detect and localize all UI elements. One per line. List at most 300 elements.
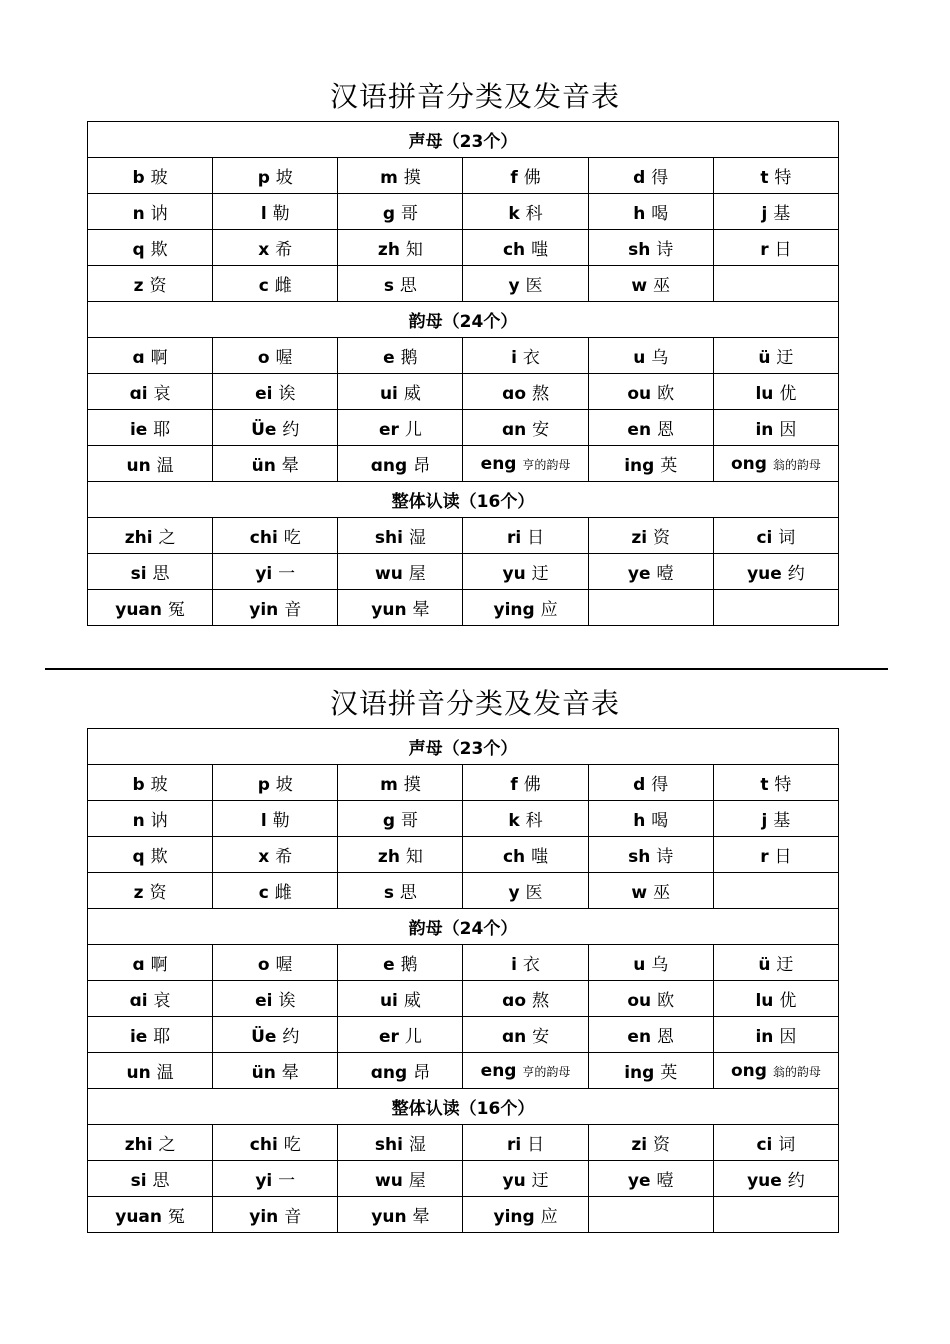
pinyin-example-char: 晕: [281, 1063, 299, 1083]
pinyin-letter: yi: [255, 1171, 273, 1191]
pinyin-letter: e: [383, 955, 395, 975]
pinyin-example-char: 摸: [403, 775, 421, 795]
pinyin-cell: [463, 945, 588, 981]
pinyin-cell: [713, 266, 838, 302]
pinyin-cell: [713, 1053, 838, 1089]
pinyin-cell: [213, 1125, 338, 1161]
pinyin-letter: q: [132, 240, 145, 260]
pinyin-letter: eng: [480, 453, 517, 474]
pinyin-cell: [713, 1197, 838, 1233]
pinyin-letter: ying: [493, 1207, 535, 1227]
pinyin-example-char: 雌: [274, 883, 292, 903]
pinyin-cell: [713, 801, 838, 837]
pinyin-example-char: 得: [651, 775, 669, 795]
table-row: [88, 194, 839, 230]
pinyin-example-char: 医: [525, 276, 543, 296]
pinyin-letter: p: [257, 168, 270, 188]
pinyin-cell: [213, 338, 338, 374]
pinyin-example-char: 词: [778, 1135, 796, 1155]
pinyin-example-char: 基: [773, 811, 791, 831]
sheet-title: 汉语拼音分类及发音表: [329, 80, 620, 113]
pinyin-letter: shi: [374, 528, 403, 548]
pinyin-letter: yu: [502, 1171, 526, 1191]
pinyin-letter: t: [760, 775, 769, 795]
pinyin-example-char: 应: [540, 1207, 558, 1227]
pinyin-example-char: 坡: [275, 775, 293, 795]
table-row: [88, 266, 839, 302]
pinyin-letter: ci: [756, 528, 773, 548]
pinyin-letter: ying: [493, 600, 535, 620]
page-divider: [45, 668, 888, 670]
pinyin-letter: yuan: [115, 600, 162, 620]
pinyin-example-char: 应: [540, 600, 558, 620]
pinyin-letter: zh: [377, 847, 400, 867]
pinyin-example-char: 哀: [153, 384, 171, 404]
table-row: [88, 1053, 839, 1089]
pinyin-example-char: 喔: [275, 955, 293, 975]
pinyin-cell: [463, 518, 588, 554]
pinyin-cell: [713, 374, 838, 410]
section-header-row: [88, 729, 839, 765]
pinyin-example-char: 湿: [408, 1135, 426, 1155]
pinyin-letter: ou: [627, 384, 652, 404]
pinyin-example-char: 啊: [150, 955, 168, 975]
pinyin-letter: ing: [624, 456, 655, 476]
pinyin-cell: [588, 1053, 713, 1089]
pinyin-example-char: 昂: [413, 456, 431, 476]
pinyin-cell: [338, 410, 463, 446]
section-header: 声母（23个）: [88, 122, 839, 158]
table-row: [88, 554, 839, 590]
pinyin-example-char: 音: [284, 600, 302, 620]
pinyin-letter: ch: [502, 240, 526, 260]
pinyin-letter: yue: [747, 1171, 782, 1191]
pinyin-cell: [338, 981, 463, 1017]
pinyin-letter: i: [511, 348, 517, 368]
pinyin-cell: [588, 873, 713, 909]
pinyin-letter: zi: [631, 528, 648, 548]
table-row: [88, 374, 839, 410]
pinyin-example-char: 玻: [150, 775, 168, 795]
pinyin-cell: [338, 1197, 463, 1233]
pinyin-cell: [338, 837, 463, 873]
pinyin-letter: g: [382, 811, 396, 831]
pinyin-cell: [213, 554, 338, 590]
pinyin-cell: [463, 1017, 588, 1053]
pinyin-cell: [713, 518, 838, 554]
pinyin-table: [87, 728, 839, 1233]
pinyin-letter: yi: [255, 564, 273, 584]
pinyin-cell: [338, 374, 463, 410]
pinyin-cell: [88, 410, 213, 446]
pinyin-cell: [338, 266, 463, 302]
pinyin-example-char: 诗: [656, 240, 674, 260]
pinyin-example-char: 吃: [283, 1135, 301, 1155]
pinyin-cell: [588, 837, 713, 873]
pinyin-cell: [213, 410, 338, 446]
pinyin-letter: er: [378, 1027, 399, 1047]
pinyin-example-char: 威: [403, 991, 421, 1011]
pinyin-example-char: 得: [651, 168, 669, 188]
pinyin-cell: [463, 410, 588, 446]
pinyin-example-char: 翁的韵母: [772, 457, 821, 472]
pinyin-cell: [338, 1125, 463, 1161]
table-row: [88, 1125, 839, 1161]
pinyin-cell: [213, 266, 338, 302]
table-row: [88, 158, 839, 194]
pinyin-letter: ü: [758, 955, 771, 975]
pinyin-example-char: 鹅: [400, 955, 418, 975]
pinyin-example-char: 约: [787, 1171, 805, 1191]
pinyin-cell: [463, 873, 588, 909]
pinyin-letter: h: [633, 811, 646, 831]
section-header-row: [88, 482, 839, 518]
pinyin-cell: [463, 446, 588, 482]
pinyin-cell: [588, 554, 713, 590]
pinyin-cell: [713, 338, 838, 374]
pinyin-example-char: 一: [278, 1171, 296, 1191]
pinyin-example-char: 玻: [150, 168, 168, 188]
pinyin-letter: er: [378, 420, 399, 440]
pinyin-letter: ün: [251, 1063, 276, 1083]
pinyin-cell: [88, 266, 213, 302]
pinyin-example-char: 基: [773, 204, 791, 224]
pinyin-letter: r: [760, 240, 769, 260]
pinyin-cell: [88, 1125, 213, 1161]
pinyin-letter: g: [382, 204, 396, 224]
pinyin-cell: [88, 158, 213, 194]
pinyin-cell: [588, 945, 713, 981]
pinyin-letter: yu: [502, 564, 526, 584]
pinyin-example-char: 日: [527, 1135, 545, 1155]
pinyin-cell: [338, 1053, 463, 1089]
pinyin-cell: [463, 765, 588, 801]
pinyin-example-char: 喔: [275, 348, 293, 368]
pinyin-cell: [588, 765, 713, 801]
pinyin-cell: [338, 590, 463, 626]
pinyin-cell: [88, 590, 213, 626]
pinyin-example-char: 巫: [653, 276, 671, 296]
pinyin-example-char: 日: [774, 847, 792, 867]
pinyin-letter: ie: [129, 1027, 148, 1047]
pinyin-letter: q: [132, 847, 145, 867]
pinyin-example-char: 欺: [150, 240, 168, 260]
pinyin-example-char: 迂: [531, 1171, 549, 1191]
section-header-row: [88, 1089, 839, 1125]
pinyin-example-char: 勒: [272, 204, 290, 224]
table-row: [88, 338, 839, 374]
pinyin-letter: yun: [371, 1207, 407, 1227]
pinyin-cell: [463, 194, 588, 230]
pinyin-cell: [88, 1197, 213, 1233]
pinyin-cell: [713, 230, 838, 266]
pinyin-letter: lu: [755, 991, 774, 1011]
pinyin-letter: x: [258, 847, 270, 867]
pinyin-example-char: 佛: [523, 168, 541, 188]
pinyin-letter: w: [631, 883, 648, 903]
pinyin-cell: [88, 981, 213, 1017]
pinyin-cell: [88, 765, 213, 801]
pinyin-letter: ɑo: [502, 991, 527, 1011]
pinyin-letter: eng: [480, 1060, 517, 1081]
pinyin-example-char: 日: [774, 240, 792, 260]
pinyin-letter: wu: [375, 564, 403, 584]
pinyin-cell: [588, 158, 713, 194]
pinyin-cell: [713, 554, 838, 590]
pinyin-letter: yin: [249, 1207, 279, 1227]
pinyin-cell: [713, 1161, 838, 1197]
table-row: [88, 981, 839, 1017]
pinyin-cell: [338, 1017, 463, 1053]
pinyin-cell: [463, 837, 588, 873]
pinyin-letter: p: [257, 775, 270, 795]
pinyin-example-char: 鹅: [400, 348, 418, 368]
pinyin-cell: [88, 230, 213, 266]
pinyin-letter: k: [508, 204, 520, 224]
pinyin-example-char: 特: [774, 775, 792, 795]
pinyin-letter: ɑn: [501, 1027, 527, 1047]
pinyin-letter: o: [257, 348, 270, 368]
pinyin-example-char: 约: [787, 564, 805, 584]
pinyin-cell: [338, 338, 463, 374]
pinyin-example-char: 温: [156, 1063, 174, 1083]
pinyin-example-char: 知: [405, 847, 423, 867]
pinyin-letter: f: [510, 168, 518, 188]
pinyin-cell: [338, 230, 463, 266]
pinyin-cell: [463, 590, 588, 626]
pinyin-example-char: 威: [403, 384, 421, 404]
pinyin-letter: k: [508, 811, 520, 831]
pinyin-table: [87, 121, 839, 626]
section-header-row: [88, 122, 839, 158]
pinyin-letter: ɑ: [132, 955, 145, 975]
pinyin-cell: [463, 801, 588, 837]
pinyin-cell: [588, 410, 713, 446]
pinyin-example-char: 安: [532, 420, 550, 440]
pinyin-letter: ri: [506, 1135, 522, 1155]
pinyin-letter: ri: [506, 528, 522, 548]
pinyin-example-char: 冤: [167, 1207, 185, 1227]
pinyin-cell: [338, 765, 463, 801]
pinyin-example-char: 衣: [522, 348, 540, 368]
pinyin-letter: ch: [502, 847, 526, 867]
pinyin-cell: [338, 801, 463, 837]
pinyin-example-char: 亨的韵母: [522, 457, 571, 472]
pinyin-cell: [88, 837, 213, 873]
pinyin-example-char: 希: [275, 240, 293, 260]
pinyin-example-char: 诶: [278, 384, 296, 404]
pinyin-letter: ɑ: [132, 348, 145, 368]
pinyin-letter: ou: [627, 991, 652, 1011]
pinyin-letter: y: [508, 276, 520, 296]
pinyin-letter: ün: [251, 456, 276, 476]
table-row: [88, 1161, 839, 1197]
pinyin-cell: [213, 590, 338, 626]
section-header: 声母（23个）: [88, 729, 839, 765]
pinyin-letter: s: [383, 276, 394, 296]
pinyin-letter: o: [257, 955, 270, 975]
pinyin-cell: [713, 1017, 838, 1053]
pinyin-cell: [713, 158, 838, 194]
pinyin-example-char: 英: [660, 1063, 678, 1083]
table-row: [88, 945, 839, 981]
pinyin-letter: zhi: [124, 1135, 153, 1155]
pinyin-cell: [588, 194, 713, 230]
pinyin-letter: ei: [255, 384, 273, 404]
table-row: [88, 1017, 839, 1053]
section-header-row: [88, 302, 839, 338]
pinyin-letter: b: [132, 775, 145, 795]
pinyin-cell: [213, 518, 338, 554]
pinyin-example-char: 欧: [657, 991, 675, 1011]
pinyin-example-char: 儿: [404, 1027, 422, 1047]
pinyin-example-char: 迂: [776, 955, 794, 975]
table-row: [88, 765, 839, 801]
pinyin-letter: z: [133, 276, 144, 296]
pinyin-example-char: 喝: [651, 204, 669, 224]
pinyin-example-char: 特: [774, 168, 792, 188]
pinyin-example-char: 思: [152, 1171, 170, 1191]
pinyin-letter: l: [260, 811, 267, 831]
pinyin-letter: i: [511, 955, 517, 975]
pinyin-cell: [713, 1125, 838, 1161]
pinyin-cell: [213, 945, 338, 981]
pinyin-letter: zh: [377, 240, 400, 260]
pinyin-letter: f: [510, 775, 518, 795]
pinyin-cell: [463, 1053, 588, 1089]
pinyin-cell: [588, 230, 713, 266]
pinyin-cell: [88, 945, 213, 981]
table-row: [88, 518, 839, 554]
pinyin-cell: [588, 266, 713, 302]
pinyin-letter: si: [130, 564, 147, 584]
pinyin-cell: [463, 158, 588, 194]
pinyin-cell: [588, 518, 713, 554]
pinyin-example-char: 哀: [153, 991, 171, 1011]
pinyin-example-char: 讷: [150, 204, 168, 224]
pinyin-cell: [713, 873, 838, 909]
pinyin-example-char: 资: [653, 1135, 671, 1155]
pinyin-cell: [713, 765, 838, 801]
pinyin-cell: [713, 446, 838, 482]
pinyin-example-char: 词: [778, 528, 796, 548]
pinyin-example-char: 优: [779, 384, 797, 404]
pinyin-example-char: 乌: [651, 955, 669, 975]
pinyin-example-char: 晕: [281, 456, 299, 476]
pinyin-cell: [213, 194, 338, 230]
pinyin-cell: [88, 554, 213, 590]
pinyin-example-char: 资: [149, 276, 167, 296]
pinyin-letter: lu: [755, 384, 774, 404]
pinyin-example-char: 坡: [275, 168, 293, 188]
pinyin-letter: j: [761, 811, 768, 831]
pinyin-example-char: 耶: [153, 420, 171, 440]
pinyin-cell: [463, 374, 588, 410]
pinyin-example-char: 恩: [656, 420, 674, 440]
pinyin-letter: ye: [627, 1171, 651, 1191]
pinyin-letter: ing: [624, 1063, 655, 1083]
pinyin-example-char: 翁的韵母: [772, 1064, 821, 1079]
pinyin-cell: [713, 410, 838, 446]
pinyin-cell: [463, 554, 588, 590]
pinyin-letter: u: [633, 348, 646, 368]
pinyin-letter: in: [755, 1027, 774, 1047]
pinyin-letter: ong: [730, 1060, 767, 1081]
pinyin-letter: ye: [627, 564, 651, 584]
pinyin-example-char: 冤: [167, 600, 185, 620]
pinyin-cell: [463, 338, 588, 374]
pinyin-letter: ɑng: [370, 1063, 408, 1083]
pinyin-letter: sh: [628, 847, 651, 867]
pinyin-letter: n: [132, 811, 145, 831]
pinyin-cell: [88, 446, 213, 482]
pinyin-example-char: 诶: [278, 991, 296, 1011]
pinyin-cell: [588, 801, 713, 837]
pinyin-cell: [588, 1197, 713, 1233]
pinyin-example-char: 因: [779, 1027, 797, 1047]
pinyin-letter: ei: [255, 991, 273, 1011]
pinyin-cell: [713, 590, 838, 626]
pinyin-cell: [463, 266, 588, 302]
pinyin-example-char: 音: [284, 1207, 302, 1227]
table-row: [88, 230, 839, 266]
pinyin-letter: ɑi: [129, 991, 148, 1011]
pinyin-cell: [338, 873, 463, 909]
pinyin-letter: l: [260, 204, 267, 224]
pinyin-example-char: 约: [282, 1027, 300, 1047]
pinyin-letter: j: [761, 204, 768, 224]
pinyin-example-char: 喝: [651, 811, 669, 831]
pinyin-example-char: 欧: [657, 384, 675, 404]
pinyin-letter: m: [380, 168, 398, 188]
pinyin-cell: [213, 837, 338, 873]
pinyin-cell: [213, 1053, 338, 1089]
pinyin-cell: [338, 518, 463, 554]
pinyin-cell: [88, 1053, 213, 1089]
pinyin-letter: un: [126, 1063, 151, 1083]
pinyin-example-char: 思: [399, 883, 417, 903]
pinyin-example-char: 乌: [651, 348, 669, 368]
pinyin-example-char: 一: [278, 564, 296, 584]
pinyin-cell: [713, 194, 838, 230]
pinyin-cell: [588, 374, 713, 410]
pinyin-letter: z: [133, 883, 144, 903]
pinyin-cell: [588, 1161, 713, 1197]
pinyin-letter: wu: [375, 1171, 403, 1191]
pinyin-cell: [88, 1161, 213, 1197]
pinyin-example-char: 科: [525, 204, 543, 224]
pinyin-example-char: 讷: [150, 811, 168, 831]
pinyin-cell: [713, 981, 838, 1017]
pinyin-letter: yun: [371, 600, 407, 620]
pinyin-letter: Üe: [251, 1027, 277, 1047]
pinyin-cell: [338, 194, 463, 230]
pinyin-cell: [88, 1017, 213, 1053]
section-header: 韵母（24个）: [88, 302, 839, 338]
pinyin-example-char: 知: [405, 240, 423, 260]
pinyin-letter: x: [258, 240, 270, 260]
pinyin-letter: ui: [379, 384, 398, 404]
pinyin-example-char: 英: [660, 456, 678, 476]
pinyin-example-char: 哥: [400, 204, 418, 224]
table-row: [88, 1197, 839, 1233]
pinyin-example-char: 昂: [413, 1063, 431, 1083]
pinyin-letter: e: [383, 348, 395, 368]
pinyin-letter: yin: [249, 600, 279, 620]
pinyin-cell: [213, 446, 338, 482]
section-header: 韵母（24个）: [88, 909, 839, 945]
pinyin-cell: [213, 801, 338, 837]
